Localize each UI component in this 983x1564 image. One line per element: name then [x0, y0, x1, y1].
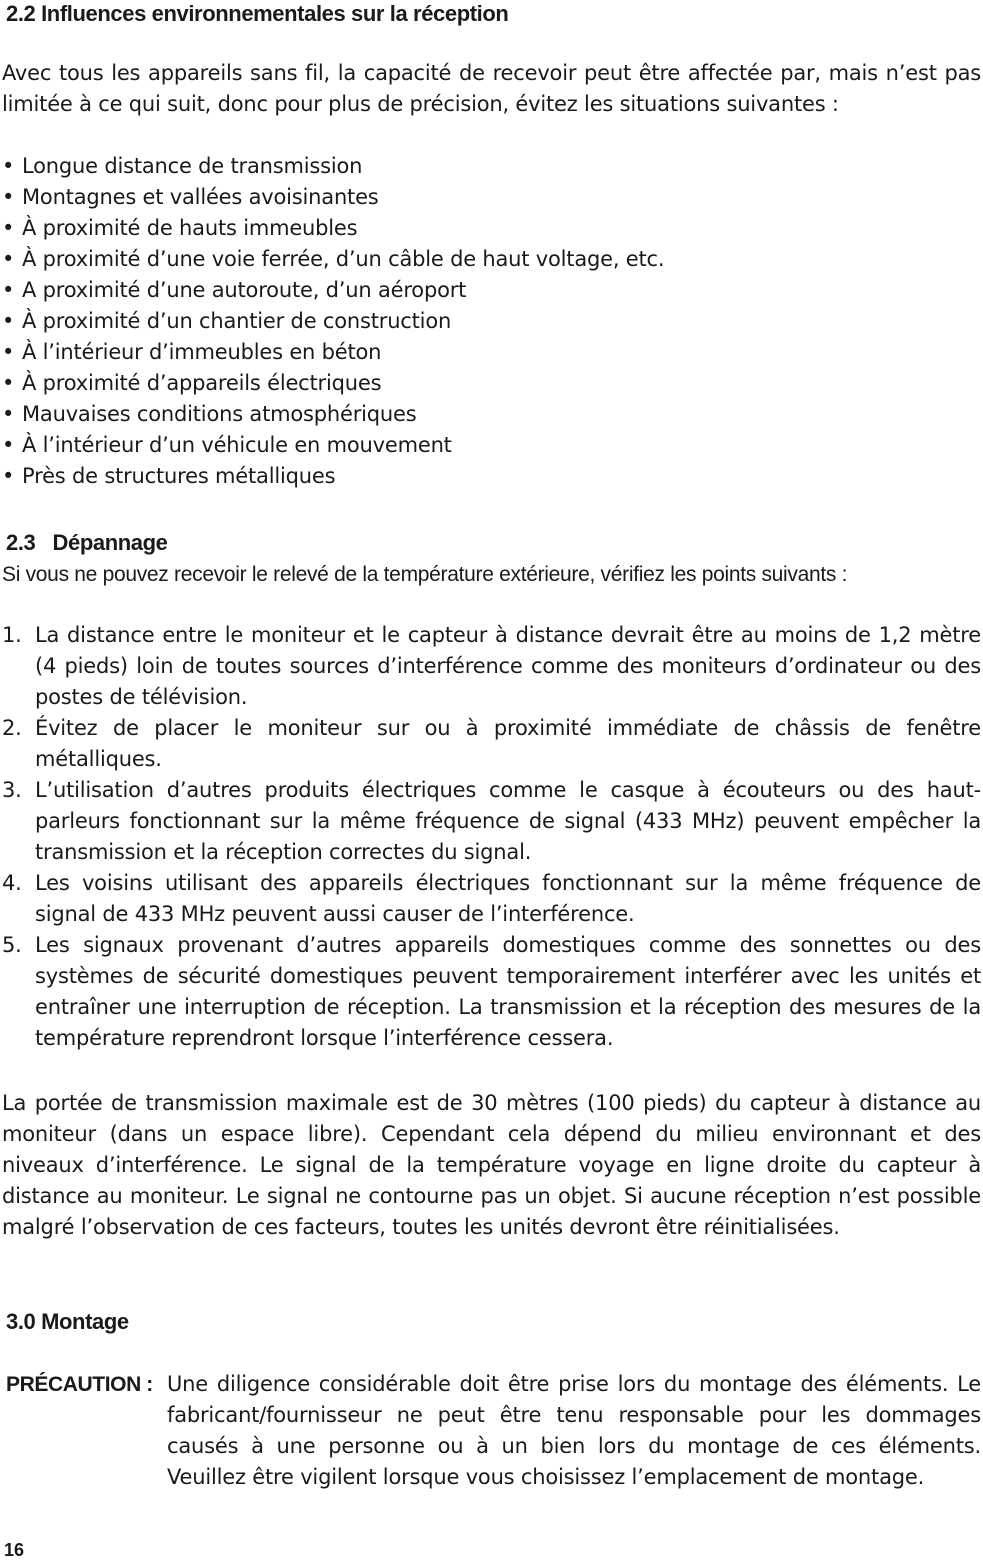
step-number: 2.: [2, 716, 22, 740]
step-text: Les voisins utilisant des appareils électriques fonctionnant sur la même fréquence de signal de 433 MHz peuvent aussi causer de l’interférence.: [35, 871, 981, 926]
step-text: Évitez de placer le moniteur sur ou à proximité immédiate de châssis de fenêtre métalliques.: [35, 716, 981, 771]
bullet-text: Longue distance de transmission: [22, 154, 363, 178]
step-number: 3.: [2, 778, 22, 802]
bullet-dot: •: [2, 216, 15, 240]
caution-text: Une diligence considérable doit être prise lors du montage des éléments. Le fabricant/fournisseur ne peut être tenu responsable pour les dommages causés à une personne ou à un bien lors du montage de ces éléments. Veuillez être vigilent lorsque vous choisissez l’emplacement de montage.: [167, 1372, 981, 1489]
step-number: 1.: [2, 623, 22, 647]
bullet-dot: •: [2, 464, 15, 488]
bullet-item: [2, 275, 664, 306]
bullet-dot: •: [2, 371, 15, 395]
bullet-item: [2, 244, 664, 275]
transmission-range-paragraph: La portée de transmission maximale est de 30 mètres (100 pieds) du capteur à distance au moniteur (dans un espace libre). Cependant cela dépend du milieu environnant et des niveaux d’interférence. Le signal de la température voyage en ligne droite du capteur à distance au moniteur. Le signal ne contourne pas un objet. Si aucune réception n’est possible malgré l’observation de ces facteurs, toutes les unités devront être réinitialisées.: [2, 1091, 981, 1239]
step-item: [2, 713, 981, 775]
bullet-text: À l’intérieur d’immeubles en béton: [22, 340, 382, 364]
bullet-text: À proximité de hauts immeubles: [22, 216, 358, 240]
bullet-dot: •: [2, 154, 15, 178]
section-3-0-heading: 3.0 Montage: [6, 1309, 129, 1334]
section-2-2-heading: 2.2 Influences environnementales sur la réception: [6, 1, 509, 26]
bullet-dot: •: [2, 247, 15, 271]
step-text: L’utilisation d’autres produits électriques comme le casque à écouteurs ou des haut-parleurs fonctionnant sur la même fréquence de signal (433 MHz) peuvent empêcher la transmission et la réception correctes du signal.: [35, 778, 981, 864]
bullet-item: [2, 306, 664, 337]
bullet-item: [2, 368, 664, 399]
bullet-dot: •: [2, 278, 15, 302]
bullet-text: À proximité d’appareils électriques: [22, 371, 382, 395]
bullet-dot: •: [2, 402, 15, 426]
step-text: Les signaux provenant d’autres appareils domestiques comme des sonnettes ou des systèmes de sécurité domestiques peuvent temporairement interférer avec les unités et entraîner une interruption de réception. La transmission et la réception des mesures de la température reprendront lorsque l’interférence cessera.: [35, 933, 981, 1050]
step-number: 5.: [2, 933, 22, 957]
bullet-text: Près de structures métalliques: [22, 464, 336, 488]
bullet-item: [2, 461, 664, 492]
bullet-dot: •: [2, 433, 15, 457]
section-2-2-intro: Avec tous les appareils sans fil, la capacité de recevoir peut être affectée par, mais n’est pas limitée à ce qui suit, donc pour plus de précision, évitez les situations suivantes :: [2, 61, 981, 116]
bullet-text: A proximité d’une autoroute, d’un aéroport: [22, 278, 467, 302]
bullet-dot: •: [2, 185, 15, 209]
step-number: 4.: [2, 871, 22, 895]
caution-block: [6, 1369, 981, 1493]
bullet-dot: •: [2, 309, 15, 333]
bullet-dot: •: [2, 340, 15, 364]
section-2-3-intro: Si vous ne pouvez recevoir le relevé de la température extérieure, vérifiez les points suivants :: [2, 563, 848, 586]
interference-bullet-list: [2, 151, 664, 492]
bullet-text: Mauvaises conditions atmosphériques: [22, 402, 417, 426]
bullet-item: [2, 151, 664, 182]
section-2-3-heading: 2.3 Dépannage: [6, 530, 168, 555]
bullet-item: [2, 337, 664, 368]
bullet-text: À l’intérieur d’un véhicule en mouvement: [22, 433, 452, 457]
step-item: [2, 620, 981, 713]
bullet-item: [2, 213, 664, 244]
bullet-text: À proximité d’un chantier de construction: [22, 309, 452, 333]
bullet-item: [2, 182, 664, 213]
step-item: [2, 868, 981, 930]
bullet-item: [2, 430, 664, 461]
step-text: La distance entre le moniteur et le capteur à distance devrait être au moins de 1,2 mètre (4 pieds) loin de toutes sources d’interférence comme des moniteurs d’ordinateur ou des postes de télévision.: [35, 623, 981, 709]
bullet-item: [2, 399, 664, 430]
bullet-text: À proximité d’une voie ferrée, d’un câble de haut voltage, etc.: [22, 247, 665, 271]
step-item: [2, 930, 981, 1054]
page-number: 16: [4, 1540, 25, 1560]
bullet-text: Montagnes et vallées avoisinantes: [22, 185, 379, 209]
troubleshooting-steps: [2, 620, 981, 1054]
step-item: [2, 775, 981, 868]
caution-label: PRÉCAUTION :: [6, 1373, 153, 1396]
